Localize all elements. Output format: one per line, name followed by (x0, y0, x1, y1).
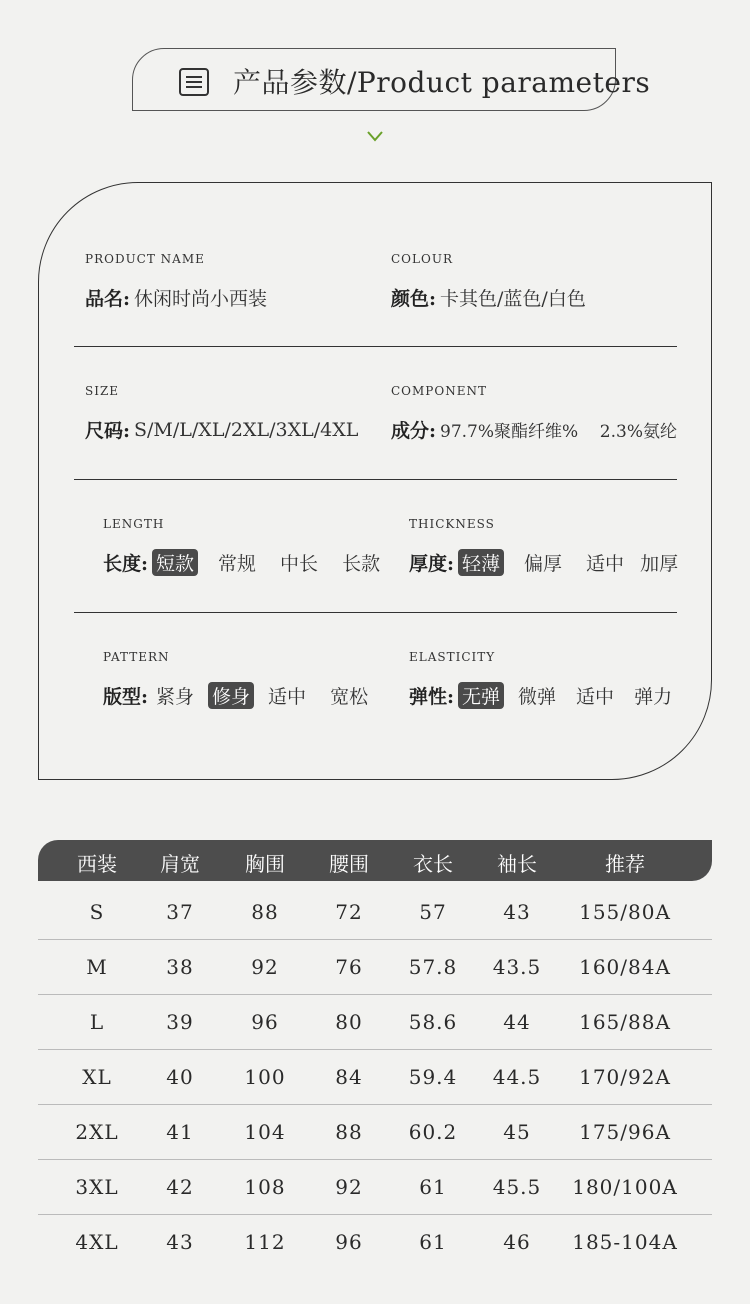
pattern-label-en: PATTERN (103, 650, 170, 664)
table-cell: 175/96A (579, 1120, 671, 1144)
row-divider (38, 1159, 712, 1160)
component-value: 97.7%聚酯纤维% 2.3%氨纶 (440, 422, 677, 442)
table-cell: 108 (244, 1175, 286, 1199)
column-header: 袖长 (497, 852, 537, 876)
table-row (38, 1051, 712, 1105)
thickness-key: 厚度: (409, 553, 455, 575)
component-key: 成分: (391, 420, 437, 442)
table-cell: 57.8 (408, 955, 458, 979)
table-cell: 96 (251, 1010, 279, 1034)
colour-value: 卡其色/蓝色/白色 (440, 288, 586, 310)
divider (74, 479, 677, 480)
column-header: 西装 (77, 852, 117, 876)
size-label-en: SIZE (85, 384, 120, 398)
pattern-key: 版型: (103, 686, 149, 708)
table-cell: 92 (335, 1175, 363, 1199)
table-cell: 37 (166, 900, 194, 924)
length-option: 常规 (218, 553, 257, 575)
table-cell: 4XL (75, 1230, 119, 1254)
component-field (391, 384, 677, 443)
table-cell: 46 (503, 1230, 531, 1254)
table-row (38, 886, 712, 940)
pattern-option: 适中 (268, 686, 307, 708)
list-icon (179, 68, 209, 96)
colour-key: 颜色: (391, 288, 437, 310)
size-table-header (38, 840, 712, 881)
elasticity-key: 弹性: (409, 686, 455, 708)
table-cell: 61 (419, 1175, 447, 1199)
elasticity-option: 弹力 (634, 686, 673, 708)
thickness-option: 适中 (586, 553, 625, 575)
table-cell: 60.2 (408, 1120, 458, 1144)
column-header: 腰围 (329, 852, 369, 876)
table-cell: 84 (335, 1065, 363, 1089)
table-row (38, 1216, 712, 1270)
pattern-field (103, 650, 372, 709)
table-cell: 180/100A (572, 1175, 678, 1199)
table-row (38, 996, 712, 1050)
thickness-option: 轻薄 (458, 549, 504, 576)
table-cell: 42 (166, 1175, 194, 1199)
table-cell: 38 (166, 955, 194, 979)
column-header: 胸围 (245, 852, 285, 876)
row-divider (38, 1214, 712, 1215)
pattern-option: 紧身 (156, 686, 195, 708)
pattern-option: 宽松 (330, 686, 369, 708)
product-name-label-en: PRODUCT NAME (85, 252, 205, 266)
length-option: 短款 (152, 549, 198, 576)
table-cell: 44.5 (492, 1065, 542, 1089)
table-cell: 45 (503, 1120, 531, 1144)
elasticity-option: 适中 (576, 686, 615, 708)
column-header: 肩宽 (160, 852, 200, 876)
table-cell: 43.5 (492, 955, 542, 979)
table-cell: 92 (251, 955, 279, 979)
table-cell: 61 (419, 1230, 447, 1254)
chevron-down-icon (366, 130, 384, 142)
length-label-en: LENGTH (103, 517, 165, 531)
table-cell: 160/84A (579, 955, 671, 979)
row-divider (38, 994, 712, 995)
table-cell: 41 (166, 1120, 194, 1144)
table-cell: 185-104A (572, 1230, 678, 1254)
product-name-field (85, 252, 267, 311)
table-cell: 57 (419, 900, 447, 924)
thickness-label-en: THICKNESS (409, 517, 495, 531)
divider (74, 346, 677, 347)
size-key: 尺码: (85, 420, 131, 442)
table-cell: 88 (335, 1120, 363, 1144)
thickness-option: 加厚 (640, 553, 679, 575)
length-option: 长款 (342, 553, 381, 575)
thickness-option: 偏厚 (524, 553, 563, 575)
column-header: 衣长 (413, 852, 453, 876)
product-name-value: 休闲时尚小西装 (134, 288, 268, 310)
table-cell: 58.6 (408, 1010, 458, 1034)
table-cell: 80 (335, 1010, 363, 1034)
elasticity-option: 无弹 (458, 682, 504, 709)
table-cell: 44 (503, 1010, 531, 1034)
table-cell: 96 (335, 1230, 363, 1254)
table-cell: 59.4 (408, 1065, 458, 1089)
table-row (38, 1106, 712, 1160)
product-name-key: 品名: (85, 288, 131, 310)
divider (74, 612, 677, 613)
length-field (103, 517, 384, 576)
size-value: S/M/L/XL/2XL/3XL/4XL (134, 418, 359, 441)
column-header: 推荐 (605, 852, 645, 876)
table-cell: 155/80A (579, 900, 671, 924)
elasticity-option: 微弹 (518, 686, 557, 708)
component-label-en: COMPONENT (391, 384, 487, 398)
size-field (85, 384, 358, 443)
length-option: 中长 (280, 553, 319, 575)
table-row (38, 941, 712, 995)
table-cell: 165/88A (579, 1010, 671, 1034)
table-cell: 72 (335, 900, 363, 924)
elasticity-field (409, 650, 676, 709)
row-divider (38, 939, 712, 940)
pattern-option: 修身 (208, 682, 254, 709)
table-cell: 88 (251, 900, 279, 924)
table-cell: M (86, 955, 108, 979)
section-title: 产品参数/Product parameters (233, 66, 651, 99)
length-key: 长度: (103, 553, 149, 575)
table-cell: 112 (244, 1230, 286, 1254)
table-cell: 3XL (75, 1175, 119, 1199)
table-cell: 104 (244, 1120, 286, 1144)
row-divider (38, 1104, 712, 1105)
table-cell: L (89, 1010, 105, 1034)
row-divider (38, 1049, 712, 1050)
table-cell: S (89, 900, 105, 924)
table-cell: 45.5 (492, 1175, 542, 1199)
table-cell: 100 (244, 1065, 286, 1089)
table-cell: 170/92A (579, 1065, 671, 1089)
table-cell: XL (82, 1065, 112, 1089)
table-cell: 43 (166, 1230, 194, 1254)
elasticity-label-en: ELASTICITY (409, 650, 496, 664)
table-cell: 76 (335, 955, 363, 979)
section-header-tab (132, 48, 651, 111)
table-row (38, 1161, 712, 1215)
table-cell: 39 (166, 1010, 194, 1034)
table-cell: 40 (166, 1065, 194, 1089)
colour-label-en: COLOUR (391, 252, 453, 266)
colour-field (391, 252, 586, 311)
thickness-field (409, 517, 682, 576)
table-cell: 43 (503, 900, 531, 924)
table-cell: 2XL (75, 1120, 119, 1144)
